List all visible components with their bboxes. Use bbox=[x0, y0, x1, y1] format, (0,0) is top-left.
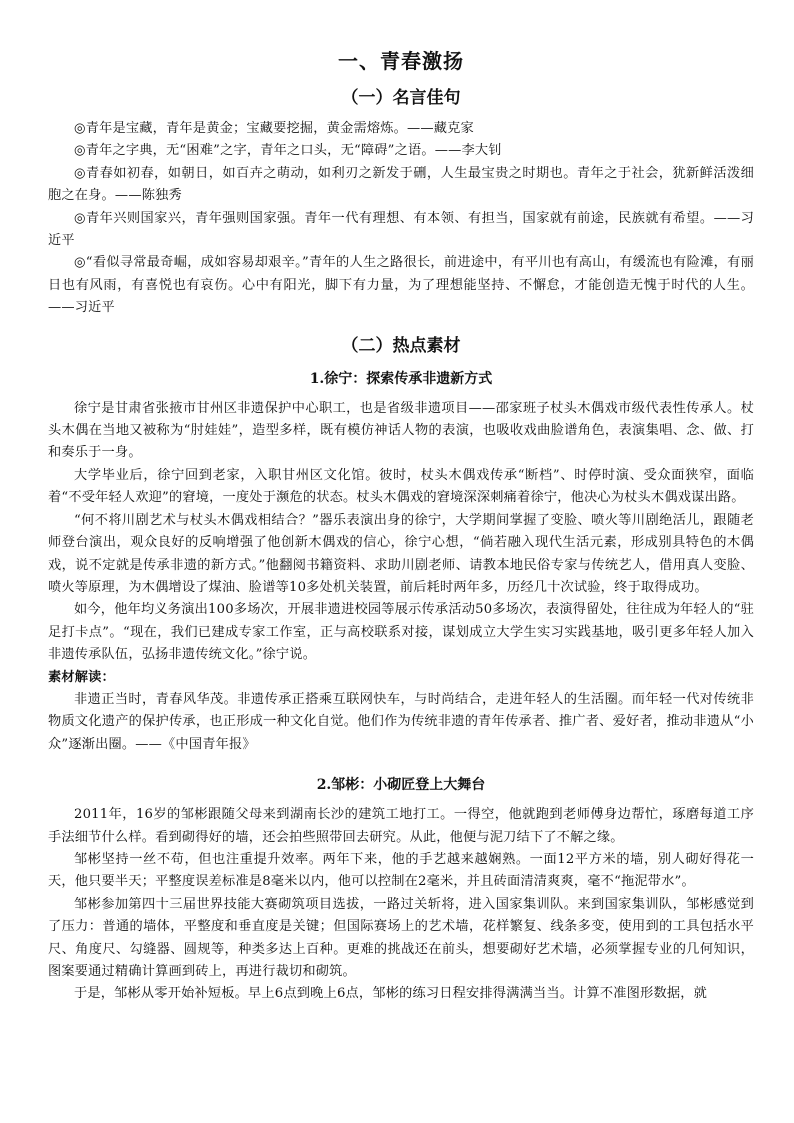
quote-item: ◎青年之字典，无“困难”之字，青年之口头，无“障碍”之语。——李大钊 bbox=[74, 143, 502, 159]
section-heading-hot-topics: （二）热点素材 bbox=[341, 335, 461, 356]
commentary-paragraph: 非遗正当时，青春风华茂。非遗传承正搭乘互联网快车，与时尚结合，走进年轻人的生活圈。而年轻一代对传统非物质文化遗产的保护传承，也正形成一种文化自觉。他们作为传统非遗的青年传承者、推广者、爱好者，推动非遗从“小众”逐渐出圈。——《中国青年报》 bbox=[48, 691, 754, 752]
article-paragraph: 2011年，16岁的邹彬跟随父母来到湖南长沙的建筑工地打工。一得空，他就跑到老师傅身边帮忙，琢磨每道工序手法细节什么样。看到砌得好的墙，还会拍些照带回去研究。从此，他便与泥刀结下了不解之缘。 bbox=[48, 807, 754, 845]
quote-item: ◎青春如初春，如朝日，如百卉之萌动，如利刃之新发于硎，人生最宝贵之时期也。青年之于社会，犹新鲜活泼细胞之在身。——陈独秀 bbox=[48, 165, 754, 204]
article-paragraph: 徐宁是甘肃省张掖市甘州区非遗保护中心职工，也是省级非遗项目——邵家班子杖头木偶戏市级代表性传承人。杖头木偶在当地又被称为“肘娃娃”，造型多样，既有模仿神话人物的表演，也吸收戏曲脸谱角色，表演集唱、念、做、打和奏乐于一身。 bbox=[48, 400, 754, 461]
article-paragraph: 邹彬参加第四十三届世界技能大赛砌筑项目选拔，一路过关斩将，进入国家集训队。来到国家集训队，邹彬感觉到了压力：普通的墙体，平整度和垂直度是关键；但国际赛场上的艺术墙，花样繁复、线条多变，使用到的工具包括水平尺、角度尺、勾缝器、圆规等，种类多达上百种。更难的挑战还在前头，想要砌好艺术墙，必须掌握专业的几何知识，图案要通过精确计算画到砖上，再进行裁切和砌筑。 bbox=[48, 896, 754, 979]
article-paragraph: 如今，他年均义务演出100多场次，开展非遗进校园等展示传承活动50多场次，表演得留处，往往成为年轻人的“驻足打卡点”。“现在，我们已建成专家工作室，正与高校联系对接，谋划成立大学生实习实践基地，吸引更多年轻人加入非遗传承队伍，弘扬非遗传统文化。”徐宁说。 bbox=[48, 602, 754, 663]
article-body bbox=[48, 398, 754, 757]
document-page bbox=[48, 44, 754, 1006]
quote-item: ◎青年是宝藏，青年是黄金；宝藏要挖掘，黄金需熔炼。——藏克家 bbox=[74, 121, 474, 136]
article-title: 1.徐宁：探索传承非遗新方式 bbox=[309, 370, 493, 387]
article-paragraph: 邹彬坚持一丝不苟，但也注重提升效率。两年下来，他的手艺越来越娴熟。一面12平方米的墙，别人砌好得花一天，他只要半天；平整度误差标准是8毫米以内，他可以控制在2毫米，并且砖面清清爽爽，毫不“拖泥带水”。 bbox=[48, 851, 754, 890]
article-paragraph: “何不将川剧艺术与杖头木偶戏相结合？”器乐表演出身的徐宁，大学期间掌握了变脸、喷火等川剧绝活儿，跟随老师登台演出，观众良好的反响增强了他创新木偶戏的信心，徐宁心想，“倘若融入现代生活元素，形成别具特色的木偶戏，说不定就是传承非遗的新方式。”他翻阅书籍资料、求助川剧老师、请教本地民俗专家与传统艺人，借用真人变脸、喷火等原理，为木偶增设了煤油、脸谱等10多处机关装置，前后耗时两年多，历经几十次试验，终于取得成功。 bbox=[48, 512, 754, 595]
quotes-list bbox=[48, 118, 754, 320]
page-title: 一、青春激扬 bbox=[338, 49, 464, 73]
quote-item: ◎“看似寻常最奇崛，成如容易却艰辛。”青年的人生之路很长，前进途中，有平川也有高山，有缓流也有险滩，有丽日也有风雨，有喜悦也有哀伤。心中有阳光，脚下有力量，为了理想能坚持、不懈怠，才能创造无愧于时代的人生。——习近平 bbox=[48, 255, 754, 316]
article-body bbox=[48, 804, 754, 1006]
article-title: 2.邹彬：小砌匠登上大舞台 bbox=[316, 777, 486, 794]
article-paragraph: 大学毕业后，徐宁回到老家，入职甘州区文化馆。彼时，杖头木偶戏传承“断档”、时停时演、受众面狭窄，面临着“不受年轻人欢迎”的窘境，一度处于濒危的状态。杖头木偶戏的窘境深深刺痛着徐宁，他决心为杖头木偶戏谋出路。 bbox=[48, 467, 754, 506]
quote-item: ◎青年兴则国家兴，青年强则国家强。青年一代有理想、有本领、有担当，国家就有前途，民族就有希望。——习近平 bbox=[48, 210, 754, 249]
commentary-label: 素材解读： bbox=[48, 669, 115, 685]
article-paragraph: 于是，邹彬从零开始补短板。早上6点到晚上6点，邹彬的练习日程安排得满满当当。计算不准图形数据，就 bbox=[74, 986, 708, 1002]
section-heading-quotes: （一）名言佳句 bbox=[341, 88, 461, 108]
